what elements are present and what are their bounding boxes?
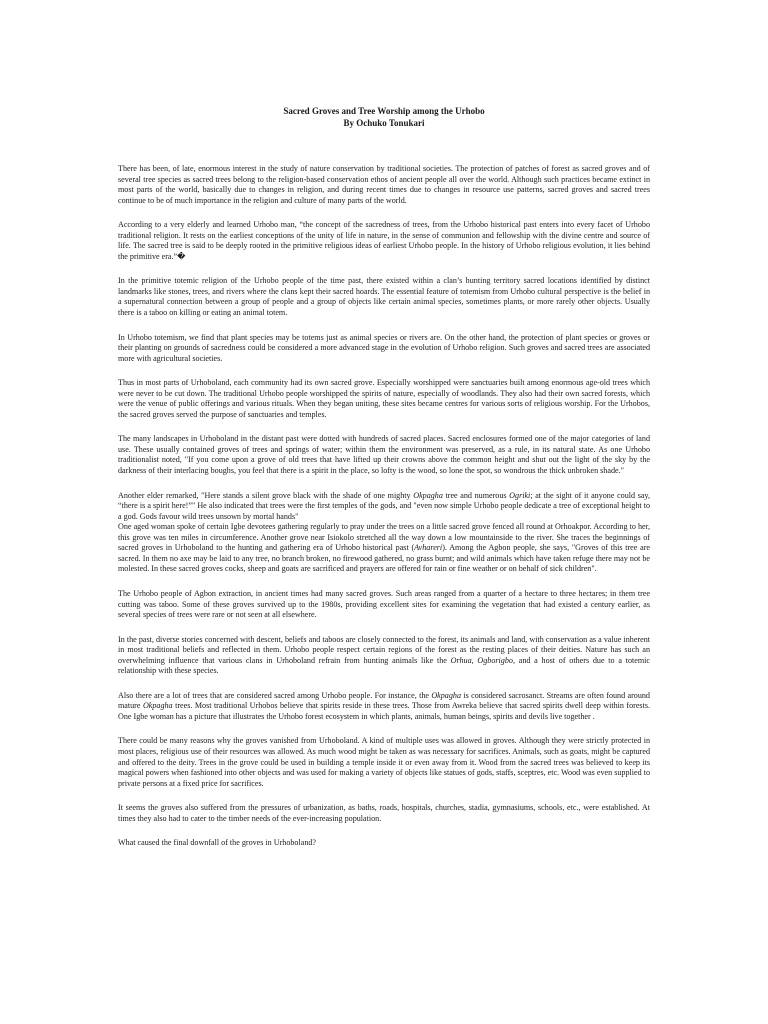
text-run: It seems the groves also suffered from the pressures of urbanization, as baths, roads, hospitals, churches, stadia, gymnasiums, schools, etc., were established. At times they also had to cater to the timber needs of the ever-increasing population. (118, 803, 650, 823)
document-body (118, 164, 650, 863)
italic-term: Okpagha (431, 690, 461, 700)
italic-term: Orhua, Ogborigbo (450, 655, 513, 665)
text-run: trees. Most traditional Urhobos believe that spirits reside in these trees. Those from Awreka believe that sacred spirits dwell deep within forests. One Igbe woman has a picture that illustrates the Urhobo forest ecosystem in which plants, animals, human beings, spirits and devils live together . (118, 701, 650, 721)
paragraph (118, 691, 650, 723)
italic-term: Okpagha (413, 490, 443, 500)
paragraph (118, 838, 650, 849)
title-block (0, 105, 768, 129)
paragraph (118, 333, 650, 365)
paragraph (118, 522, 650, 575)
paragraph (118, 164, 650, 206)
paragraph (118, 589, 650, 621)
text-run: Thus in most parts of Urhoboland, each community had its own sacred grove. Especially worshipped were sanctuaries built among enormous age-old trees which were never to be cut down. The traditional Urhobo people worshipped the spirits of nature, especially of woodlands. They also had their own sacred forests, which were the venue of public offerings and various rituals. When they began uniting, these sites became centres for various sorts of religious worship. For the Urhobos, the sacred groves served the purpose of sanctuaries and temples. (118, 378, 650, 419)
text-run: , and a host of others due to a totemic relationship with these species. (118, 655, 651, 676)
paragraph (118, 378, 650, 420)
text-run: The Urhobo people of Agbon extraction, in ancient times had many sacred groves. Such areas ranged from a quarter of a hectare to three hectares; in them tree cutting was taboo. Some of these groves survived up to the 1980s, providing excellent sites for examining the vegetation that had existed a century earlier, as several species of trees were rare or not seen at all elsewhere. (118, 588, 650, 620)
text-run: One aged woman spoke of certain Igbe devotees gathering regularly to pray under the trees on a little sacred grove fenced all round at Orhoakpor. According to her, this grove was ten miles in circumference. Another grove near Isiokolo stretched all the way down a low mountainside to the river. She traces the beginnings of sacred groves in Urhoboland to the hunting and gathering era of Urhobo historical past ( (118, 522, 650, 553)
text-run: ). Among the Agbon people, she says, "Groves of this tree are sacred. In them no axe may be laid to any tree, no branch broken, no firewood gathered, no grass burnt; and wild animals which have taken refuge there may not be molested. In these sacred groves cocks, sheep and goats are sacrificed and prayers are offered for rain or fine weather or on behalf of sick children". (118, 543, 650, 574)
text-run: According to a very elderly and learned Urhobo man, “the concept of the sacredness of trees, from the Urhobo historical past enters into every facet of Urhobo traditional religion. It rests on the earliest conceptions of the unity of life in nature, in the sense of communion and fellowship with the divine centre and source of life. The sacred tree is said to be deeply rooted in the primitive religious ideas of earliest Urhobo people. In the history of Urhobo religious evolution, it lies behind the primitive era.”� (118, 220, 650, 261)
italic-term: Ogriki (509, 490, 531, 500)
italic-term: Okpagha (142, 701, 173, 711)
text-run: Another elder remarked, "Here stands a silent grove black with the shade of one mighty (118, 490, 414, 500)
paragraph (118, 736, 650, 789)
text-run: Also there are a lot of trees that are considered sacred among Urhobo people. For instance, the (118, 690, 432, 700)
text-run: is considered sacrosanct. Streams are often found around mature (118, 690, 650, 711)
document-title: Sacred Groves and Tree Worship among the Urhobo (283, 106, 485, 116)
text-run: There has been, of late, enormous interest in the study of nature conservation by traditional societies. The protection of patches of forest as sacred groves and of several tree species as sacred trees belong to the religion-based conservation ethos of ancient people all over the world. Although such practices became extinct in most parts of the world, basically due to changes in religion, and during recent times due to changes in resource use patterns, sacred groves and sacred trees continue to be of much importance in the religion and culture of many parts of the world. (118, 164, 650, 205)
paragraph (118, 491, 650, 523)
italic-term: Avhareri (414, 543, 443, 553)
paragraph (118, 220, 650, 262)
text-run: There could be many reasons why the groves vanished from Urhoboland. A kind of multiple uses was allowed in groves. Although they were strictly protected in most places, religious use of their resources was allowed. As much wood might be taken as was necessary for sacrifices. Animals, such as goats, might be captured and offered to the deity. Trees in the grove could be used in building a temple inside it or even away from it. Wood from the sacred trees was believed to keep its magical powers when fashioned into other objects and was used for making a variety of objects like statues of gods, staffs, sceptres, etc. Wood was even supplied to private persons at a fixed price for sacrifices. (118, 736, 650, 788)
text-run: tree and numerous (442, 490, 510, 500)
text-run: In Urhobo totemism, we find that plant species may be totems just as animal species or rivers are. On the other hand, the protection of plant species or groves or their planting on grounds of sacredness could be considered a more advanced stage in the evolution of Urhobo religion. Such groves and sacred trees are associated more with agricultural societies. (118, 332, 650, 363)
text-run: ; at the sight of it anyone could say, “there is a spirit here!”" He also indicated that trees were the first temples of the gods, and "even now simple Urhobo people dedicate a tree of exceptional height to a god. Gods favour wild trees unsown by mortal hands" (118, 490, 650, 521)
text-run: In the past, diverse stories concerned with descent, beliefs and taboos are closely connected to the forest, its animals and land, with conservation as a value inherent in most traditional beliefs and reflected in them. Urhobo people respect certain regions of the forest as the resting places of their deities. Nature has such an overwhelming influence that various clans in Urhoboland refrain from hunting animals like the (118, 634, 650, 665)
text-run: What caused the final downfall of the groves in Urhoboland? (118, 838, 317, 848)
document-byline: By Ochuko Tonukari (343, 118, 425, 128)
text-run: In the primitive totemic religion of the Urhobo people of the time past, there existed within a clan’s hunting territory sacred locations identified by distinct landmarks like stones, trees, and rivers where the clans kept their sacred hoards. The essential feature of totemism from Urhobo cultural perspective is the belief in a supernatural connection between a group of people and a group of objects like certain animal species, sometimes plants, or more rarely other objects. Usually there is a taboo on killing or eating an animal totem. (118, 276, 650, 318)
paragraph (118, 276, 650, 318)
paragraph (118, 434, 650, 476)
paragraph (118, 803, 650, 824)
text-run: The many landscapes in Urhoboland in the distant past were dotted with hundreds of sacred places. Sacred enclosures formed one of the major categories of land use. These usually contained groves of trees and springs of water; within them the environment was preserved, as a rule, in its natural state. As one Urhobo traditionalist noted, "If you come upon a grove of old trees that have lifted up their crowns above the common height and shut out the light of the sky by the darkness of their interlacing boughs, you feel that there is a spirit in the place, so lofty is the wood, so lone the spot, so wondrous the thick unbroken shade." (118, 434, 650, 476)
paragraph (118, 635, 650, 677)
